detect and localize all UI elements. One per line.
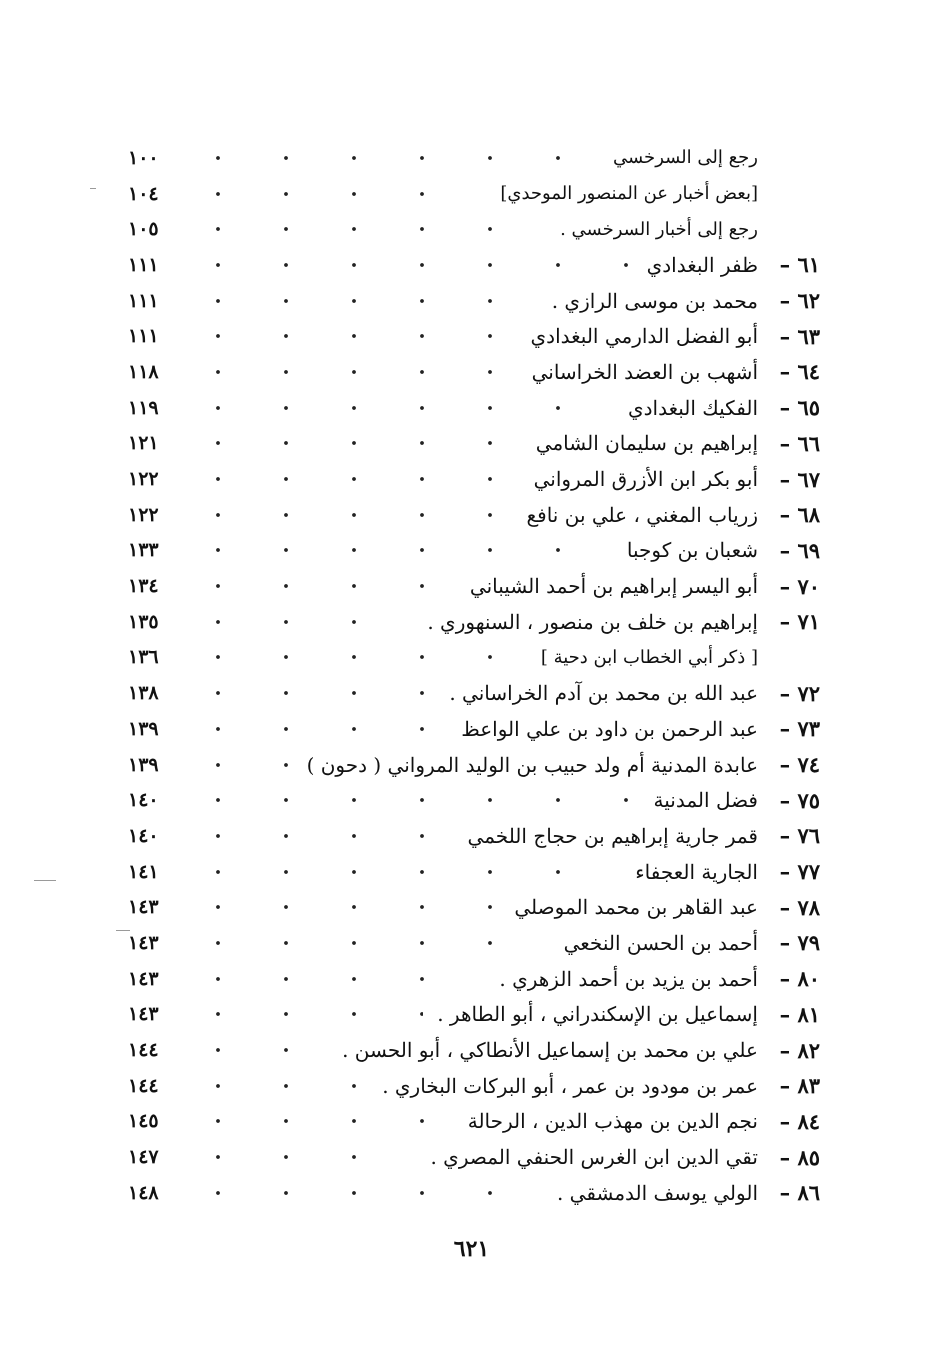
entry-page-number: ١٣٩ [128, 753, 159, 776]
entry-page-number: ١٤٠ [128, 824, 159, 847]
entry-title: الولي يوسف الدمشقي . [556, 1180, 758, 1205]
dot-leader [184, 545, 613, 555]
entry-number: ٧٥ – [779, 787, 820, 813]
entry-number: ٨١ – [779, 1001, 820, 1027]
dot-leader [184, 403, 614, 413]
dot-leader [184, 1116, 454, 1126]
entry-number: ٧٢ – [779, 680, 820, 706]
dot-leader [184, 652, 527, 662]
dot-leader [184, 688, 435, 698]
entry-title: الفكيك البغدادي [627, 395, 758, 420]
dot-leader [184, 260, 633, 270]
entry-page-number: ١١١ [128, 253, 159, 276]
entry-page-number: ١٠٠ [128, 146, 159, 169]
entry-number: ٨٦ – [779, 1180, 820, 1206]
entry-page-number: ١١١ [128, 325, 159, 348]
entry-title: شعبان بن كوجبا [626, 538, 758, 563]
toc-entry [128, 176, 820, 212]
entry-page-number: ١٤١ [128, 860, 159, 883]
dot-leader [184, 189, 486, 199]
entry-number: ٧٨ – [779, 894, 820, 920]
entry-number: ٨٣ – [779, 1073, 820, 1099]
dot-leader [184, 510, 513, 520]
dot-leader [184, 438, 522, 448]
toc-entry [128, 1175, 820, 1211]
entry-number: ٨٠ – [779, 966, 820, 992]
entry-page-number: ١١١ [128, 289, 159, 312]
entry-page-number: ١٣٨ [128, 682, 159, 705]
dot-leader [184, 724, 447, 734]
entry-number: ٧٠ – [779, 573, 820, 599]
entry-number: ٧٤ – [779, 752, 820, 778]
entry-title: إبراهيم بن خلف بن منصور ، السنهوري . [427, 609, 758, 634]
entry-page-number: ١٤٥ [128, 1110, 159, 1133]
toc-entry [128, 568, 820, 604]
entry-page-number: ١٠٤ [128, 182, 159, 205]
entry-title: أشهب بن العضد الخراساني [531, 359, 758, 384]
toc-entry [128, 747, 820, 783]
dot-leader [184, 867, 621, 877]
entry-title: إسماعيل بن الإسكندراني ، أبو الطاهر . [437, 1002, 758, 1027]
entry-number: ٦١ – [779, 252, 820, 278]
entry-page-number: ١٤٤ [128, 1039, 159, 1062]
entry-title: عمر بن مودود بن عمر ، أبو البركات البخاري . [382, 1073, 758, 1098]
entry-title: ظفر البغدادي [646, 252, 758, 277]
toc-entry [128, 497, 820, 533]
dot-leader [184, 617, 413, 627]
scan-speck [116, 930, 130, 931]
entry-number: ٨٥ – [779, 1144, 820, 1170]
entry-number: ٧٧ – [779, 859, 820, 885]
entry-page-number: ١٤٣ [128, 896, 159, 919]
dot-leader [184, 1045, 328, 1055]
toc-entry [128, 997, 820, 1033]
entry-number: ٦٣ – [779, 323, 820, 349]
entry-page-number: ١٣٩ [128, 717, 159, 740]
dot-leader [184, 296, 538, 306]
entry-title: عبد الله بن محمد بن آدم الخراساني . [449, 681, 758, 706]
entry-page-number: ١٤٣ [128, 967, 159, 990]
entry-title: علي بن محمد بن إسماعيل الأنطاكي ، أبو الحسن . [342, 1038, 758, 1063]
page-number: ٦٢١ [453, 1236, 490, 1262]
toc-entry [128, 1104, 820, 1140]
entry-title: قمر جارية إبراهيم بن حجاج اللخمي [467, 823, 758, 848]
table-of-contents [128, 140, 820, 1211]
dot-leader [184, 938, 550, 948]
toc-entry [128, 318, 820, 354]
entry-page-number: ١١٩ [128, 396, 159, 419]
toc-entry [128, 283, 820, 319]
entry-number: ٦٤ – [779, 359, 820, 385]
entry-title: عابدة المدنية أم ولد حبيب بن الوليد المرواني ( دحون ) [306, 752, 758, 777]
entry-number: ٧٩ – [779, 930, 820, 956]
entry-title: فضل المدنية [653, 788, 758, 813]
entry-page-number: ١٤٤ [128, 1074, 159, 1097]
entry-title: أبو بكر ابن الأزرق المرواني [533, 467, 758, 492]
toc-entry [128, 604, 820, 640]
toc-entry [128, 818, 820, 854]
toc-entry [128, 640, 820, 676]
entry-title: أحمد بن الحسن النخعي [563, 930, 758, 955]
dot-leader [184, 1009, 423, 1019]
entry-title: زرياب المغني ، علي بن نافع [526, 502, 758, 527]
entry-title: رجع إلى أخبار السرخسي . [560, 218, 758, 240]
toc-entry [128, 711, 820, 747]
dot-leader [184, 581, 456, 591]
entry-page-number: ١١٨ [128, 360, 159, 383]
entry-page-number: ١٢٢ [128, 468, 159, 491]
entry-title: محمد بن موسى الرازي . [551, 288, 758, 313]
entry-title: أحمد بن يزيد بن أحمد الزهري . [499, 966, 758, 991]
dot-leader [184, 224, 546, 234]
dot-leader [184, 974, 485, 984]
entry-page-number: ١٢١ [128, 432, 159, 455]
entry-number: ٧٦ – [779, 823, 820, 849]
toc-entry [128, 675, 820, 711]
entry-number: ٨٢ – [779, 1037, 820, 1063]
entry-title: نجم الدين بن مهذب الدين ، الرحالة [467, 1109, 758, 1134]
toc-entry [128, 211, 820, 247]
dot-leader [184, 760, 293, 770]
entry-page-number: ١٣٣ [128, 539, 159, 562]
scan-speck [90, 188, 96, 189]
entry-title: أبو اليسر إبراهيم بن أحمد الشيباني [469, 574, 758, 599]
entry-page-number: ١٤٧ [128, 1146, 159, 1169]
dot-leader [184, 831, 454, 841]
dot-leader [184, 367, 518, 377]
dot-leader [184, 1152, 416, 1162]
toc-entry [128, 782, 820, 818]
entry-title: عبد الرحمن بن داود بن علي الواعظ [461, 716, 758, 741]
entry-number: ٦٧ – [779, 466, 820, 492]
toc-entry [128, 140, 820, 176]
entry-title: عبد القاهر بن محمد الموصلي [514, 895, 758, 920]
entry-number: ٧١ – [779, 609, 820, 635]
dot-leader [184, 1081, 368, 1091]
dot-leader [184, 902, 500, 912]
toc-entry [128, 854, 820, 890]
entry-number: ٦٦ – [779, 430, 820, 456]
dot-leader [184, 795, 640, 805]
entry-number: ٦٩ – [779, 537, 820, 563]
toc-entry [128, 961, 820, 997]
entry-number: ٦٥ – [779, 395, 820, 421]
toc-entry [128, 889, 820, 925]
entry-number: ٦٢ – [779, 288, 820, 314]
entry-title: أبو الفضل الدارمي البغدادي [530, 324, 758, 349]
entry-page-number: ١٠٥ [128, 218, 159, 241]
entry-number: ٦٨ – [779, 502, 820, 528]
toc-entry [128, 390, 820, 426]
entry-page-number: ١٤٠ [128, 789, 159, 812]
toc-entry [128, 1032, 820, 1068]
entry-title: إبراهيم بن سليمان الشامي [535, 431, 758, 456]
entry-title: رجع إلى السرخسي [613, 147, 758, 169]
dot-leader [184, 153, 599, 163]
entry-page-number: ١٢٢ [128, 503, 159, 526]
entry-page-number: ١٤٣ [128, 931, 159, 954]
toc-entry [128, 1139, 820, 1175]
dot-leader [184, 1188, 543, 1198]
toc-entry [128, 1068, 820, 1104]
entry-page-number: ١٤٨ [128, 1181, 159, 1204]
toc-entry [128, 533, 820, 569]
toc-entry [128, 461, 820, 497]
entry-number: ٨٤ – [779, 1108, 820, 1134]
scan-speck [34, 880, 56, 881]
toc-entry [128, 247, 820, 283]
entry-title: [ ذكر أبي الخطاب ابن دحية ] [540, 646, 758, 668]
toc-entry [128, 925, 820, 961]
entry-page-number: ١٣٦ [128, 646, 159, 669]
entry-title: تقي الدين ابن الغرس الحنفي المصري . [430, 1145, 758, 1170]
entry-title: الجارية العجفاء [635, 859, 758, 884]
entry-number: ٧٣ – [779, 716, 820, 742]
toc-entry [128, 426, 820, 462]
dot-leader [184, 474, 520, 484]
entry-page-number: ١٤٣ [128, 1003, 159, 1026]
dot-leader [184, 331, 517, 341]
entry-title: [بعض أخبار عن المنصور الموحدي] [500, 183, 758, 205]
toc-entry [128, 354, 820, 390]
entry-page-number: ١٣٤ [128, 575, 159, 598]
entry-page-number: ١٣٥ [128, 610, 159, 633]
